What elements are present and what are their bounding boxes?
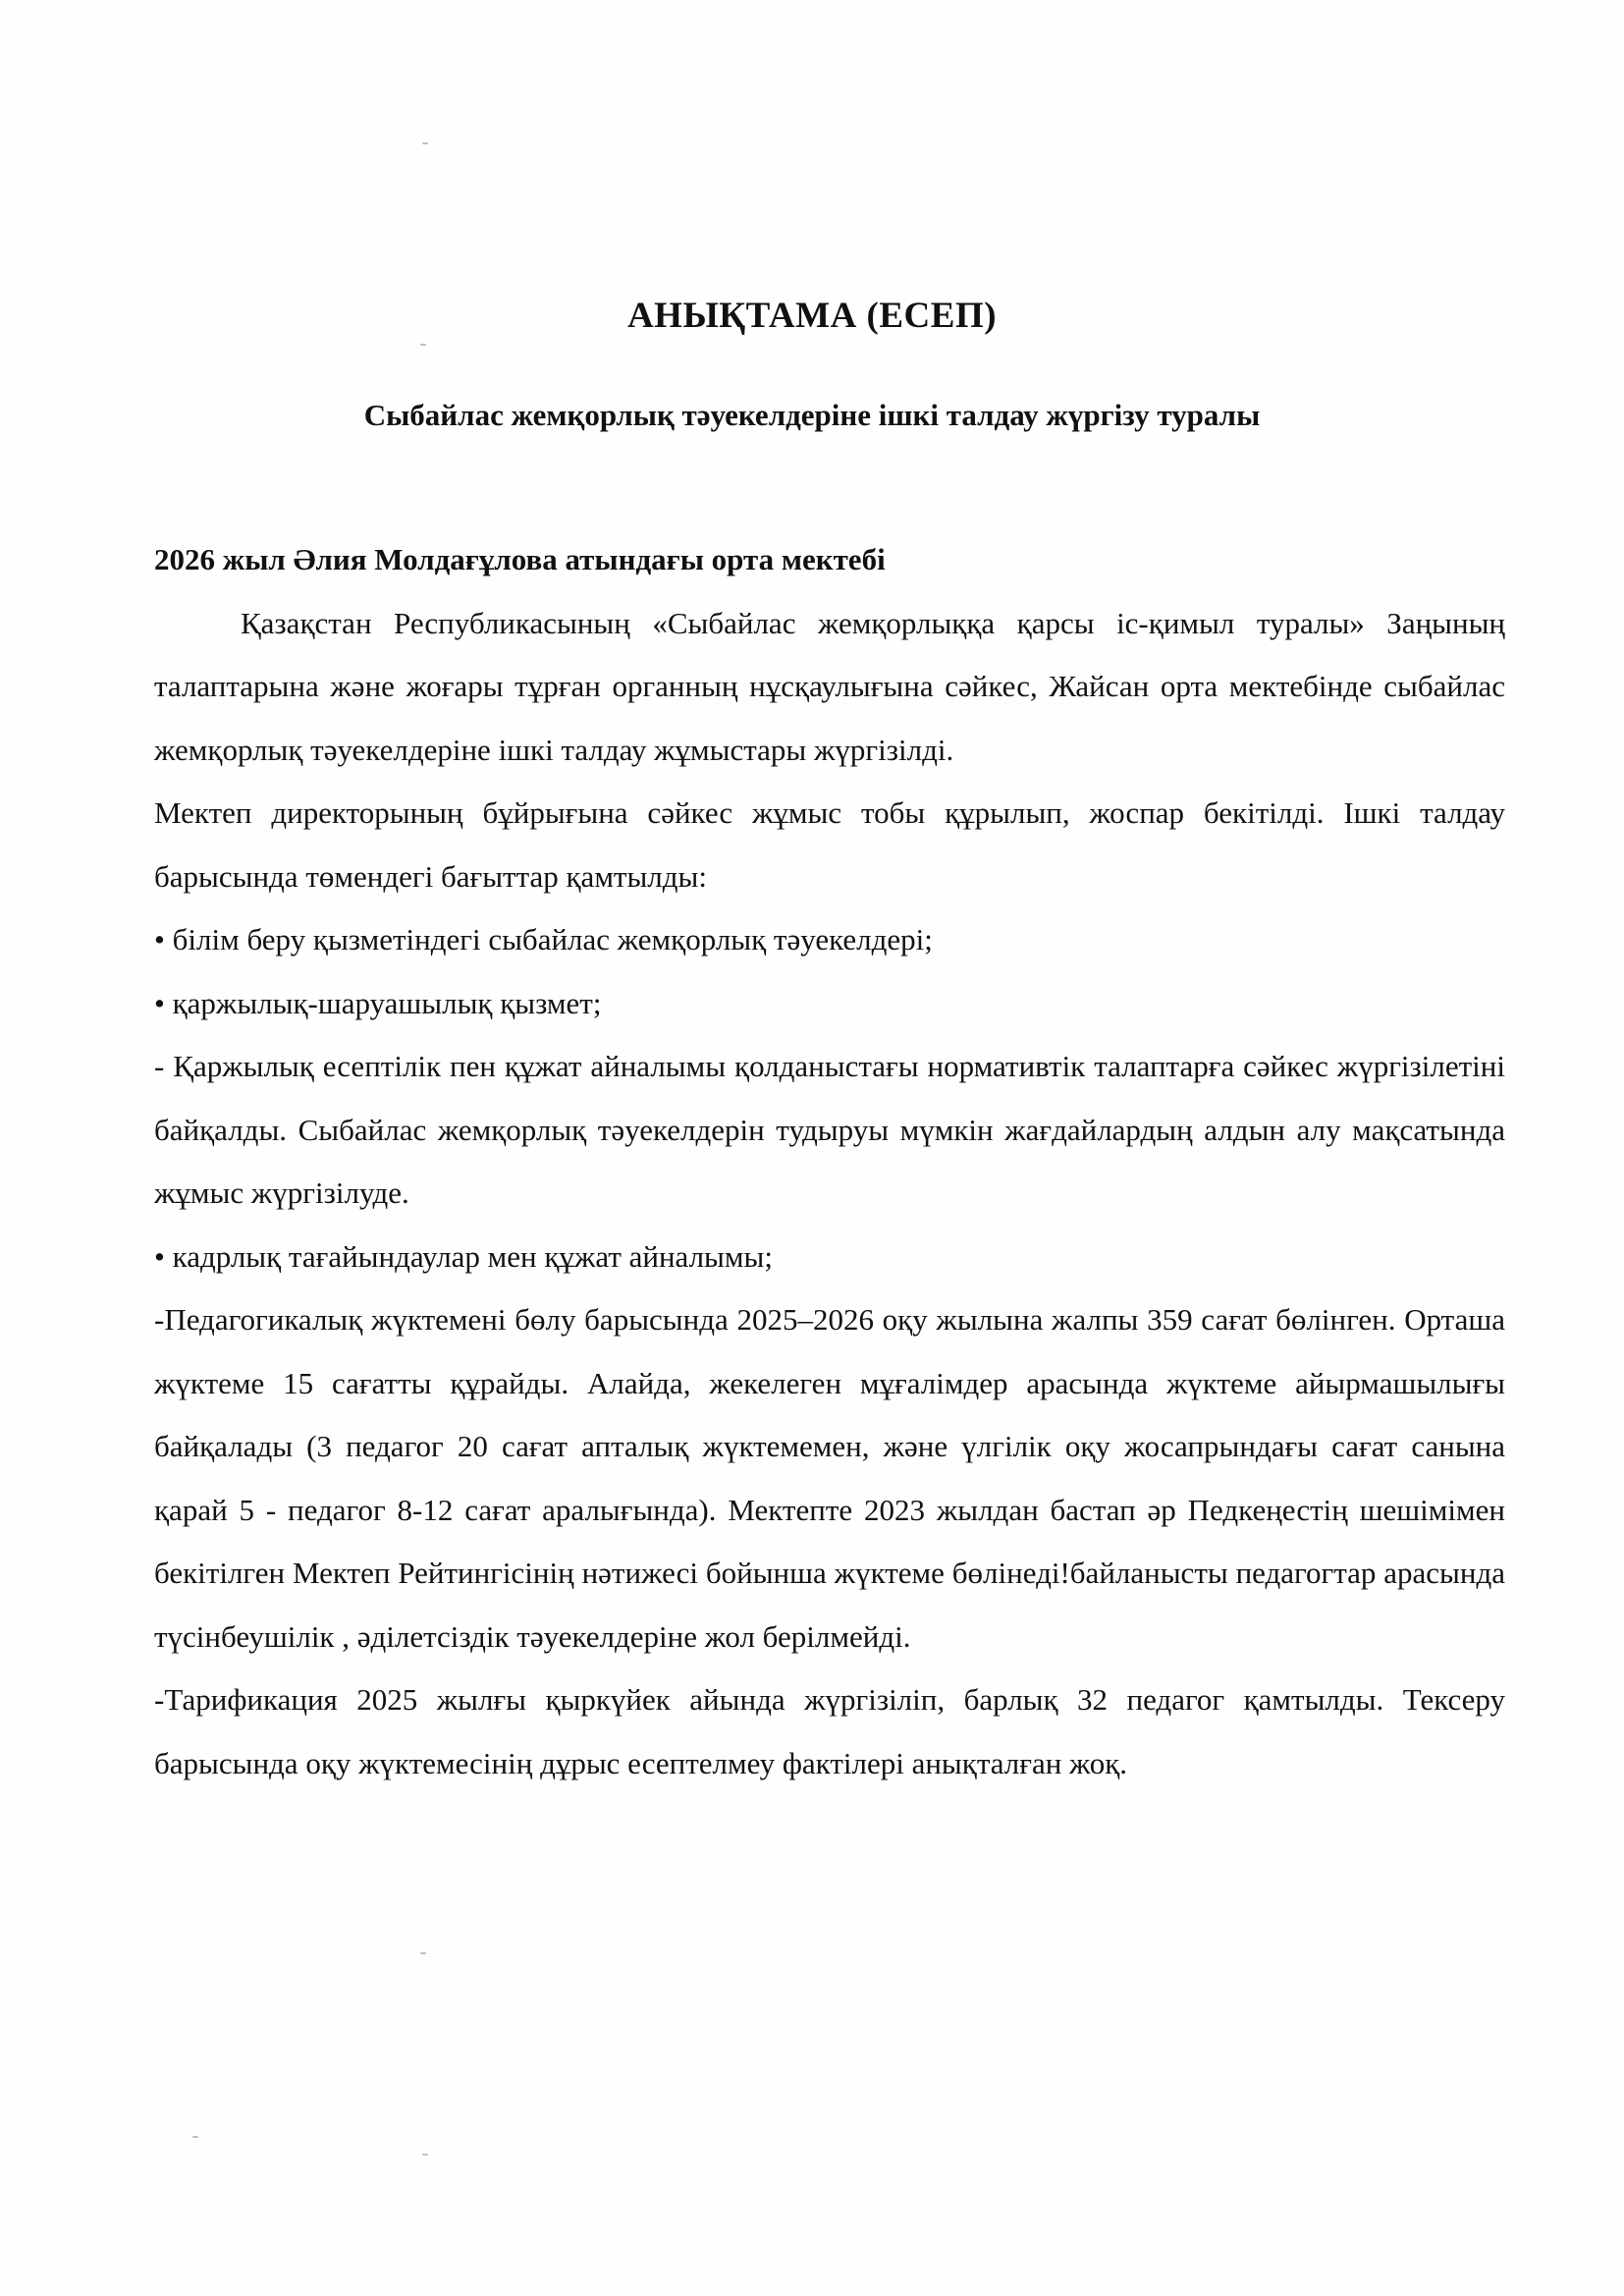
scan-speck [192, 2136, 198, 2138]
paragraph-intro: Қазақстан Республикасының «Сыбайлас жемқорлыққа қарсы іс-қимыл туралы» Заңының талаптарына және жоғары тұрған органның нұсқаулығына сәйкес, Жайсан орта мектебінде сыбайлас жемқорлық тәуекелдеріне ішкі талдау жұмыстары жүргізілді. [154, 605, 1505, 767]
document-title: АНЫҚТАМА (ЕСЕП) [626, 296, 998, 336]
list-item-education-risks: • білім беру қызметіндегі сыбайлас жемқорлық тәуекелдері; [154, 922, 933, 957]
scan-speck [422, 2154, 428, 2156]
list-item-personnel: • кадрлық тағайындаулар мен құжат айналымы; [154, 1238, 773, 1274]
scan-speck [422, 142, 428, 144]
paragraph-tariffication: -Тарификация 2025 жылғы қыркүйек айында жүргізіліп, барлық 32 педагог қамтылды. Тексеру барысында оқу жүктемесінің дұрыс есептелмеу фактілері анықталған жоқ. [154, 1682, 1505, 1780]
document-body [154, 528, 1505, 1795]
paragraph-workload: -Педагогикалық жүктемені бөлу барысында 2025–2026 оқу жылына жалпы 359 сағат бөлінген. Орташа жүктеме 15 сағатты құрайды. Алайда, жекелеген мұғалімдер арасында жүктеме айырмашылығы байқалады (3 педагог 20 сағат апталық жүктемемен, және үлгілік оқу жосапрындағы сағат санына қарай 5 - педагог 8-12 сағат аралығында). Мектепте 2023 жылдан бастап әр Педкеңестің шешімімен бекітілген Мектеп Рейтингісінің нәтижесі бойынша жүктеме бөлінеді!байланысты педагогтар арасында түсінбеушілік , әділетсіздік тәуекелдеріне жол берілмейді. [154, 1302, 1505, 1654]
document-heading: 2026 жыл Әлия Молдағұлова атындағы орта мектебі [154, 542, 886, 576]
paragraph-finance-findings: - Қаржылық есептілік пен құжат айналымы қолданыстағы нормативтік талаптарға сәйкес жүргізілетіні байқалды. Сыбайлас жемқорлық тәуекелдерін тудыруы мүмкін жағдайлардың алдын алу мақсатында жұмыс жүргізілуде. [154, 1049, 1505, 1210]
paragraph-working-group: Мектеп директорының бұйрығына сәйкес жұмыс тобы құрылып, жоспар бекітілді. Ішкі талдау барысында төмендегі бағыттар қамтылды: [154, 795, 1505, 894]
scan-speck [420, 344, 426, 346]
scan-speck [420, 1952, 426, 1954]
document-subtitle: Сыбайлас жемқорлық тәуекелдеріне ішкі талдау жүргізу туралы [363, 398, 1261, 432]
list-item-finance: • қаржылық-шаруашылық қызмет; [154, 985, 602, 1020]
